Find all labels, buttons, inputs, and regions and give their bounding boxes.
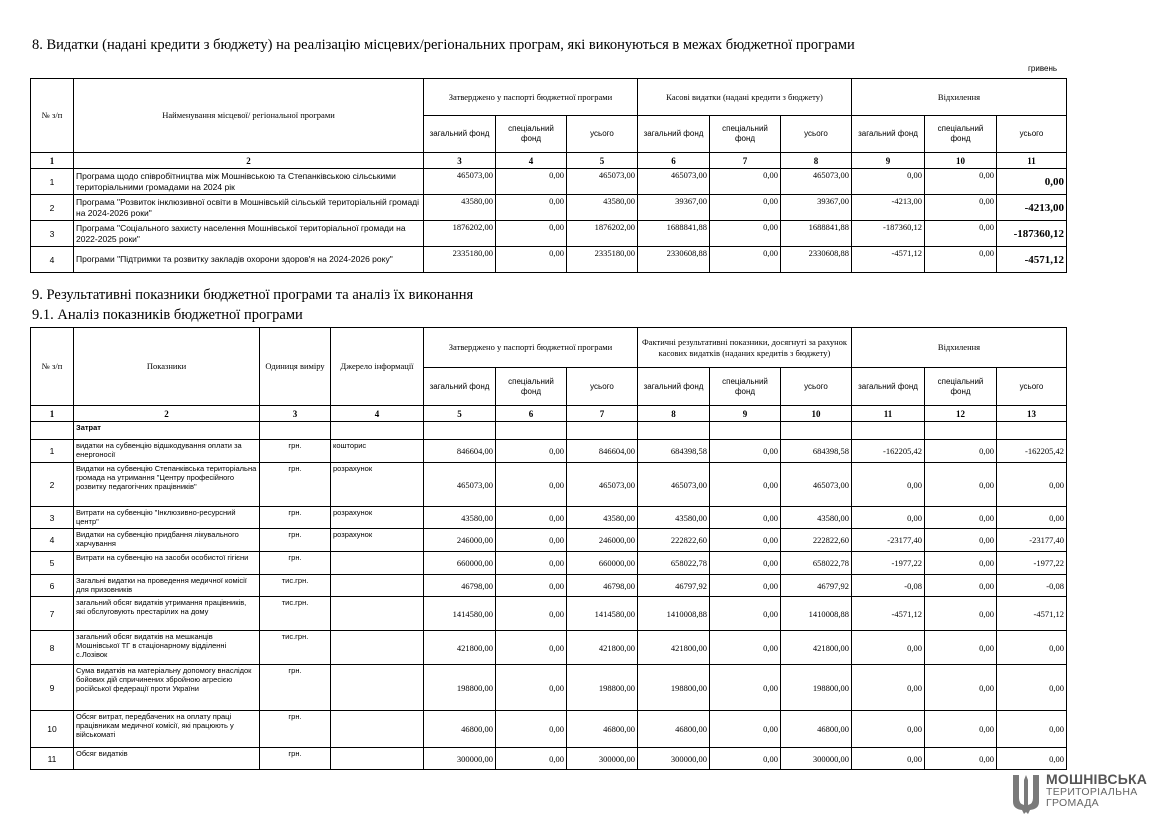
logo-line-3: ГРОМАДА bbox=[1046, 796, 1099, 809]
section-9-1-title: 9.1. Аналіз показників бюджетної програми bbox=[32, 307, 303, 323]
deviation-total: 0,00 bbox=[997, 631, 1067, 665]
deviation-total: -23177,40 bbox=[997, 529, 1067, 552]
header-general: загальний фонд bbox=[424, 116, 496, 153]
unit-of-measure: грн. bbox=[260, 711, 331, 748]
cash-total: 1688841,88 bbox=[781, 221, 852, 247]
actual-special: 0,00 bbox=[710, 529, 781, 552]
actual-total: 684398,58 bbox=[781, 440, 852, 463]
table-row bbox=[31, 597, 1067, 631]
row-number: 11 bbox=[31, 748, 74, 770]
actual-general: 222822,60 bbox=[638, 529, 710, 552]
header-num: № з/п bbox=[31, 328, 74, 406]
row-number: 1 bbox=[31, 169, 74, 195]
header-special: спеціальний фонд bbox=[710, 368, 781, 406]
unit-of-measure: грн. bbox=[260, 463, 331, 507]
column-index: 7 bbox=[567, 406, 638, 422]
info-source bbox=[331, 665, 424, 711]
deviation-general: -4571,12 bbox=[852, 247, 925, 273]
header-special: спеціальний фонд bbox=[710, 116, 781, 153]
column-index: 5 bbox=[424, 406, 496, 422]
actual-general: 46800,00 bbox=[638, 711, 710, 748]
currency-unit: гривень bbox=[1028, 64, 1058, 73]
deviation-special: 0,00 bbox=[925, 440, 997, 463]
header-deviation: Відхилення bbox=[852, 328, 1067, 368]
unit-of-measure: грн. bbox=[260, 552, 331, 575]
table-row bbox=[31, 552, 1067, 575]
unit-of-measure: грн. bbox=[260, 440, 331, 463]
actual-total: 222822,60 bbox=[781, 529, 852, 552]
table-row bbox=[31, 665, 1067, 711]
deviation-total: -4213,00 bbox=[997, 195, 1067, 221]
approved-special: 0,00 bbox=[496, 575, 567, 597]
deviation-special: 0,00 bbox=[925, 195, 997, 221]
indicator-name: Видатки на субвенцію Степанківська територіальна громада на утримання "Центру професійного розвитку педагогічних працівників" bbox=[74, 463, 260, 507]
column-index: 6 bbox=[496, 406, 567, 422]
deviation-special: 0,00 bbox=[925, 463, 997, 507]
deviation-special: 0,00 bbox=[925, 597, 997, 631]
cash-general: 465073,00 bbox=[638, 169, 710, 195]
deviation-total: 0,00 bbox=[997, 463, 1067, 507]
deviation-general: -4571,12 bbox=[852, 597, 925, 631]
approved-special: 0,00 bbox=[496, 665, 567, 711]
row-number: 2 bbox=[31, 463, 74, 507]
row-number: 4 bbox=[31, 247, 74, 273]
column-index: 5 bbox=[567, 153, 638, 169]
header-total: усього bbox=[781, 368, 852, 406]
column-index: 3 bbox=[260, 406, 331, 422]
actual-total: 198800,00 bbox=[781, 665, 852, 711]
column-index: 2 bbox=[74, 153, 424, 169]
header-total: усього bbox=[997, 116, 1067, 153]
approved-special: 0,00 bbox=[496, 507, 567, 529]
unit-of-measure: тис.грн. bbox=[260, 631, 331, 665]
indicators-table bbox=[30, 327, 1067, 770]
column-index: 7 bbox=[710, 153, 781, 169]
indicator-name: Обсяг видатків bbox=[74, 748, 260, 770]
deviation-total: -1977,22 bbox=[997, 552, 1067, 575]
column-index: 8 bbox=[781, 153, 852, 169]
info-source bbox=[331, 631, 424, 665]
cash-special: 0,00 bbox=[710, 247, 781, 273]
approved-special: 0,00 bbox=[496, 597, 567, 631]
row-number: 5 bbox=[31, 552, 74, 575]
column-index: 11 bbox=[852, 406, 925, 422]
approved-special: 0,00 bbox=[496, 169, 567, 195]
approved-total: 43580,00 bbox=[567, 195, 638, 221]
approved-general: 660000,00 bbox=[424, 552, 496, 575]
unit-of-measure: тис.грн. bbox=[260, 597, 331, 631]
approved-special: 0,00 bbox=[496, 748, 567, 770]
approved-special: 0,00 bbox=[496, 195, 567, 221]
approved-general: 465073,00 bbox=[424, 463, 496, 507]
row-number: 3 bbox=[31, 507, 74, 529]
program-name: Програма "Розвиток інклюзивної освіти в Мошнівській сільській територіальній громаді на 2024-2026 роки" bbox=[74, 195, 424, 221]
approved-special: 0,00 bbox=[496, 631, 567, 665]
info-source: кошторис bbox=[331, 440, 424, 463]
deviation-special: 0,00 bbox=[925, 507, 997, 529]
info-source: розрахунок bbox=[331, 529, 424, 552]
actual-general: 198800,00 bbox=[638, 665, 710, 711]
column-index: 3 bbox=[424, 153, 496, 169]
actual-general: 684398,58 bbox=[638, 440, 710, 463]
deviation-general: 0,00 bbox=[852, 169, 925, 195]
info-source bbox=[331, 597, 424, 631]
indicator-name: загальний обсяг видатків утримання працівників, які обслуговують престарілих на дому bbox=[74, 597, 260, 631]
indicator-name: Обсяг витрат, передбачених на оплату праці працівникам медичної комісії, які працюють у військоматі bbox=[74, 711, 260, 748]
deviation-total: 0,00 bbox=[997, 169, 1067, 195]
header-source: Джерело інформації bbox=[331, 328, 424, 406]
header-cash: Касові видатки (надані кредити з бюджету) bbox=[638, 79, 852, 116]
column-index: 2 bbox=[74, 406, 260, 422]
actual-total: 46800,00 bbox=[781, 711, 852, 748]
cash-general: 1688841,88 bbox=[638, 221, 710, 247]
table-row bbox=[31, 195, 1067, 221]
column-index: 13 bbox=[997, 406, 1067, 422]
table-row bbox=[31, 575, 1067, 597]
actual-total: 300000,00 bbox=[781, 748, 852, 770]
actual-special: 0,00 bbox=[710, 748, 781, 770]
deviation-general: 0,00 bbox=[852, 507, 925, 529]
actual-special: 0,00 bbox=[710, 507, 781, 529]
actual-general: 46797,92 bbox=[638, 575, 710, 597]
info-source bbox=[331, 575, 424, 597]
actual-special: 0,00 bbox=[710, 665, 781, 711]
deviation-special: 0,00 bbox=[925, 552, 997, 575]
row-number: 8 bbox=[31, 631, 74, 665]
actual-special: 0,00 bbox=[710, 440, 781, 463]
approved-total: 246000,00 bbox=[567, 529, 638, 552]
cash-special: 0,00 bbox=[710, 221, 781, 247]
header-deviation: Відхилення bbox=[852, 79, 1067, 116]
approved-general: 46798,00 bbox=[424, 575, 496, 597]
deviation-total: 0,00 bbox=[997, 748, 1067, 770]
header-general: загальний фонд bbox=[638, 368, 710, 406]
column-index: 6 bbox=[638, 153, 710, 169]
unit-of-measure: грн. bbox=[260, 748, 331, 770]
program-name: Програми "Підтримки та розвитку закладів охорони здоров'я на 2024-2026 року" bbox=[74, 247, 424, 273]
cash-total: 465073,00 bbox=[781, 169, 852, 195]
approved-general: 246000,00 bbox=[424, 529, 496, 552]
indicator-name: Витрати на субвенцію на засоби особистої гігієни bbox=[74, 552, 260, 575]
header-general: загальний фонд bbox=[852, 368, 925, 406]
indicator-name: Сума видатків на матеріальну допомогу внаслідок бойових дій спричинених збройною агресією російської федерації проти України bbox=[74, 665, 260, 711]
approved-special: 0,00 bbox=[496, 529, 567, 552]
approved-general: 46800,00 bbox=[424, 711, 496, 748]
approved-total: 421800,00 bbox=[567, 631, 638, 665]
deviation-special: 0,00 bbox=[925, 529, 997, 552]
column-index: 1 bbox=[31, 153, 74, 169]
program-name: Програма щодо співробітництва між Мошнівською та Степанківською сільськими територіальними громадами на 2024 рік bbox=[74, 169, 424, 195]
header-actual: Фактичні результативні показники, досягнуті за рахунок касових видатків (наданих кредитів з бюджету) bbox=[638, 328, 852, 368]
group-label: Затрат bbox=[74, 422, 260, 440]
section-9-title: 9. Результативні показники бюджетної програми та аналіз їх виконання bbox=[32, 287, 474, 303]
header-num: № з/п bbox=[31, 79, 74, 153]
header-general: загальний фонд bbox=[424, 368, 496, 406]
actual-special: 0,00 bbox=[710, 711, 781, 748]
deviation-special: 0,00 bbox=[925, 631, 997, 665]
approved-general: 465073,00 bbox=[424, 169, 496, 195]
table-row bbox=[31, 748, 1067, 770]
deviation-total: -187360,12 bbox=[997, 221, 1067, 247]
info-source bbox=[331, 748, 424, 770]
deviation-general: -4213,00 bbox=[852, 195, 925, 221]
info-source bbox=[331, 552, 424, 575]
table-row bbox=[31, 169, 1067, 195]
indicators-table-body bbox=[31, 440, 1067, 770]
deviation-total: 0,00 bbox=[997, 665, 1067, 711]
deviation-total: 0,00 bbox=[997, 507, 1067, 529]
approved-total: 465073,00 bbox=[567, 463, 638, 507]
cash-general: 2330608,88 bbox=[638, 247, 710, 273]
deviation-special: 0,00 bbox=[925, 169, 997, 195]
actual-total: 46797,92 bbox=[781, 575, 852, 597]
table-row bbox=[31, 247, 1067, 273]
row-number: 2 bbox=[31, 195, 74, 221]
actual-general: 1410008,88 bbox=[638, 597, 710, 631]
header-general: загальний фонд bbox=[852, 116, 925, 153]
deviation-special: 0,00 bbox=[925, 221, 997, 247]
header-special: спеціальний фонд bbox=[925, 368, 997, 406]
approved-general: 300000,00 bbox=[424, 748, 496, 770]
deviation-special: 0,00 bbox=[925, 247, 997, 273]
table-row bbox=[31, 440, 1067, 463]
approved-general: 421800,00 bbox=[424, 631, 496, 665]
approved-special: 0,00 bbox=[496, 711, 567, 748]
table-row bbox=[31, 631, 1067, 665]
approved-total: 1414580,00 bbox=[567, 597, 638, 631]
column-index: 4 bbox=[496, 153, 567, 169]
unit-of-measure: грн. bbox=[260, 507, 331, 529]
header-general: загальний фонд bbox=[638, 116, 710, 153]
indicator-name: Витрати на субвенцію "Інклюзивно-ресурсний центр" bbox=[74, 507, 260, 529]
approved-total: 43580,00 bbox=[567, 507, 638, 529]
indicator-name: загальний обсяг видатків на мешканців Мошнівської ТГ в стаціонарному відділенні с.Лозівок bbox=[74, 631, 260, 665]
table-row bbox=[31, 221, 1067, 247]
approved-general: 846604,00 bbox=[424, 440, 496, 463]
row-number: 9 bbox=[31, 665, 74, 711]
deviation-general: -1977,22 bbox=[852, 552, 925, 575]
approved-special: 0,00 bbox=[496, 463, 567, 507]
actual-special: 0,00 bbox=[710, 631, 781, 665]
info-source: розрахунок bbox=[331, 507, 424, 529]
approved-general: 1414580,00 bbox=[424, 597, 496, 631]
deviation-total: -4571,12 bbox=[997, 247, 1067, 273]
header-special: спеціальний фонд bbox=[496, 368, 567, 406]
logo-name: МОШНІВСЬКА bbox=[1046, 771, 1148, 787]
actual-total: 43580,00 bbox=[781, 507, 852, 529]
column-index: 9 bbox=[710, 406, 781, 422]
indicator-name: Видатки на субвенцію придбання лікувального харчування bbox=[74, 529, 260, 552]
header-total: усього bbox=[567, 368, 638, 406]
deviation-general: 0,00 bbox=[852, 463, 925, 507]
cash-general: 39367,00 bbox=[638, 195, 710, 221]
unit-of-measure: тис.грн. bbox=[260, 575, 331, 597]
table-row bbox=[31, 507, 1067, 529]
actual-total: 465073,00 bbox=[781, 463, 852, 507]
row-number: 6 bbox=[31, 575, 74, 597]
column-index: 9 bbox=[852, 153, 925, 169]
header-approved: Затверджено у паспорті бюджетної програми bbox=[424, 328, 638, 368]
programs-table-body bbox=[31, 169, 1067, 273]
approved-general: 1876202,00 bbox=[424, 221, 496, 247]
approved-general: 2335180,00 bbox=[424, 247, 496, 273]
approved-total: 46798,00 bbox=[567, 575, 638, 597]
approved-total: 660000,00 bbox=[567, 552, 638, 575]
actual-general: 300000,00 bbox=[638, 748, 710, 770]
deviation-general: -0,08 bbox=[852, 575, 925, 597]
actual-special: 0,00 bbox=[710, 463, 781, 507]
actual-general: 43580,00 bbox=[638, 507, 710, 529]
row-number: 4 bbox=[31, 529, 74, 552]
actual-total: 1410008,88 bbox=[781, 597, 852, 631]
approved-total: 198800,00 bbox=[567, 665, 638, 711]
deviation-general: 0,00 bbox=[852, 631, 925, 665]
header-unit: Одиниця виміру bbox=[260, 328, 331, 406]
cash-total: 2330608,88 bbox=[781, 247, 852, 273]
approved-total: 46800,00 bbox=[567, 711, 638, 748]
header-program-name: Найменування місцевої/ регіональної програми bbox=[74, 79, 424, 153]
approved-special: 0,00 bbox=[496, 221, 567, 247]
column-index: 1 bbox=[31, 406, 74, 422]
unit-of-measure: грн. bbox=[260, 665, 331, 711]
deviation-special: 0,00 bbox=[925, 575, 997, 597]
cash-total: 39367,00 bbox=[781, 195, 852, 221]
community-logo bbox=[1010, 772, 1160, 818]
column-index: 11 bbox=[997, 153, 1067, 169]
deviation-special: 0,00 bbox=[925, 665, 997, 711]
actual-general: 658022,78 bbox=[638, 552, 710, 575]
info-source bbox=[331, 711, 424, 748]
deviation-general: 0,00 bbox=[852, 711, 925, 748]
section-8-title: 8. Видатки (надані кредити з бюджету) на реалізацію місцевих/регіональних програм, які виконуються в межах бюджетної програми bbox=[32, 37, 855, 53]
approved-total: 2335180,00 bbox=[567, 247, 638, 273]
row-number: 7 bbox=[31, 597, 74, 631]
column-index: 10 bbox=[781, 406, 852, 422]
header-special: спеціальний фонд bbox=[496, 116, 567, 153]
unit-of-measure: грн. bbox=[260, 529, 331, 552]
deviation-total: 0,00 bbox=[997, 711, 1067, 748]
deviation-general: 0,00 bbox=[852, 748, 925, 770]
column-index: 10 bbox=[925, 153, 997, 169]
approved-total: 1876202,00 bbox=[567, 221, 638, 247]
info-source: розрахунок bbox=[331, 463, 424, 507]
deviation-total: -0,08 bbox=[997, 575, 1067, 597]
actual-special: 0,00 bbox=[710, 552, 781, 575]
header-total: усього bbox=[781, 116, 852, 153]
deviation-general: -162205,42 bbox=[852, 440, 925, 463]
cash-special: 0,00 bbox=[710, 195, 781, 221]
actual-general: 421800,00 bbox=[638, 631, 710, 665]
approved-general: 43580,00 bbox=[424, 195, 496, 221]
header-indicator: Показники bbox=[74, 328, 260, 406]
deviation-general: -187360,12 bbox=[852, 221, 925, 247]
deviation-general: -23177,40 bbox=[852, 529, 925, 552]
approved-special: 0,00 bbox=[496, 247, 567, 273]
column-index: 8 bbox=[638, 406, 710, 422]
program-name: Програма "Соціального захисту населення Мошнівської територіальної громади на 2022-2025 роки" bbox=[74, 221, 424, 247]
actual-total: 421800,00 bbox=[781, 631, 852, 665]
table-row bbox=[31, 463, 1067, 507]
table-row bbox=[31, 529, 1067, 552]
row-number: 3 bbox=[31, 221, 74, 247]
approved-total: 300000,00 bbox=[567, 748, 638, 770]
group-row bbox=[31, 422, 1067, 440]
approved-special: 0,00 bbox=[496, 552, 567, 575]
header-approved: Затверджено у паспорті бюджетної програми bbox=[424, 79, 638, 116]
column-index: 4 bbox=[331, 406, 424, 422]
table-row bbox=[31, 711, 1067, 748]
trident-icon bbox=[1010, 772, 1042, 816]
indicator-name: Загальні видатки на проведення медичної комісії для призовників bbox=[74, 575, 260, 597]
actual-general: 465073,00 bbox=[638, 463, 710, 507]
deviation-general: 0,00 bbox=[852, 665, 925, 711]
deviation-total: -4571,12 bbox=[997, 597, 1067, 631]
indicator-name: видатки на субвенцію відшкодування оплати за енергоносії bbox=[74, 440, 260, 463]
deviation-total: -162205,42 bbox=[997, 440, 1067, 463]
actual-total: 658022,78 bbox=[781, 552, 852, 575]
column-index: 12 bbox=[925, 406, 997, 422]
approved-general: 198800,00 bbox=[424, 665, 496, 711]
row-number: 1 bbox=[31, 440, 74, 463]
cash-special: 0,00 bbox=[710, 169, 781, 195]
header-total: усього bbox=[567, 116, 638, 153]
deviation-special: 0,00 bbox=[925, 711, 997, 748]
approved-total: 846604,00 bbox=[567, 440, 638, 463]
approved-total: 465073,00 bbox=[567, 169, 638, 195]
actual-special: 0,00 bbox=[710, 597, 781, 631]
actual-special: 0,00 bbox=[710, 575, 781, 597]
header-total: усього bbox=[997, 368, 1067, 406]
approved-general: 43580,00 bbox=[424, 507, 496, 529]
row-number: 10 bbox=[31, 711, 74, 748]
approved-special: 0,00 bbox=[496, 440, 567, 463]
header-special: спеціальний фонд bbox=[925, 116, 997, 153]
deviation-special: 0,00 bbox=[925, 748, 997, 770]
logo-line-2: ТЕРИТОРІАЛЬНА bbox=[1046, 785, 1138, 798]
programs-table bbox=[30, 78, 1067, 273]
